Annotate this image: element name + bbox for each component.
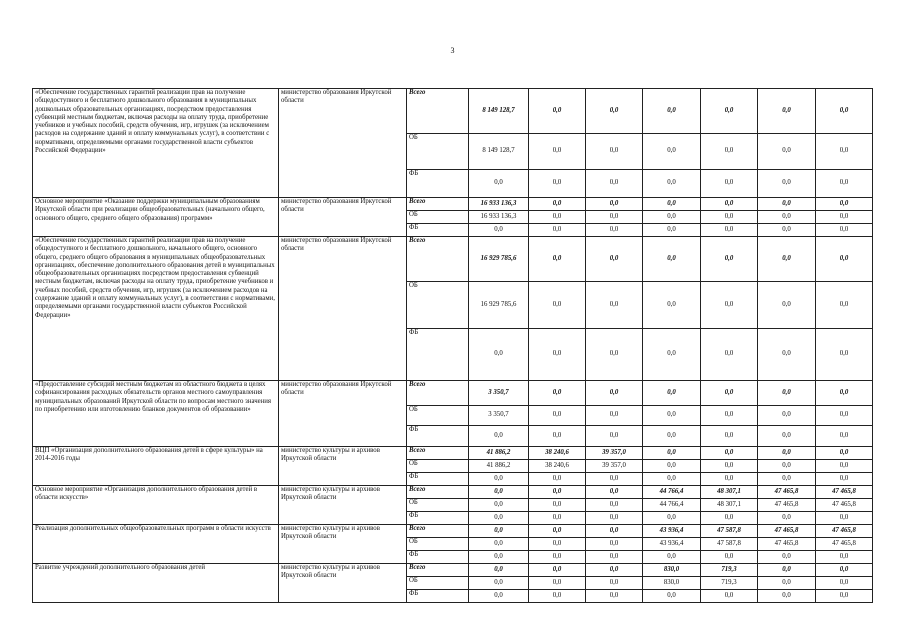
amount-cell: 0,0 — [816, 577, 873, 590]
amount-cell: 0,0 — [469, 170, 529, 198]
responsible-executor-cell: министерство культуры и архивов Иркутской области — [279, 486, 407, 525]
funding-source-cell: ФБ — [407, 426, 469, 447]
amount-cell: 0,0 — [586, 590, 643, 603]
amount-cell: 0,0 — [758, 89, 816, 134]
amount-cell: 38 240,6 — [529, 460, 586, 473]
amount-cell: 0,0 — [758, 224, 816, 237]
amount-cell: 0,0 — [469, 224, 529, 237]
funding-source-cell: ОБ — [407, 577, 469, 590]
amount-cell: 0,0 — [701, 170, 758, 198]
table-row — [33, 525, 873, 538]
amount-cell: 0,0 — [586, 473, 643, 486]
amount-cell: 0,0 — [758, 426, 816, 447]
amount-cell: 47 587,8 — [701, 538, 758, 551]
amount-cell: 0,0 — [529, 211, 586, 224]
amount-cell: 0,0 — [586, 564, 643, 577]
amount-cell: 0,0 — [701, 447, 758, 460]
amount-cell: 0,0 — [758, 406, 816, 426]
amount-cell: 0,0 — [529, 551, 586, 564]
funding-source-cell: ФБ — [407, 224, 469, 237]
amount-cell: 48 307,1 — [701, 486, 758, 499]
amount-cell: 0,0 — [469, 590, 529, 603]
amount-cell: 0,0 — [758, 170, 816, 198]
event-name-cell: Развитие учреждений дополнительного образования детей — [33, 564, 279, 603]
amount-cell: 0,0 — [586, 381, 643, 406]
amount-cell: 0,0 — [529, 89, 586, 134]
amount-cell: 0,0 — [701, 89, 758, 134]
amount-cell: 0,0 — [701, 198, 758, 211]
amount-cell: 0,0 — [816, 237, 873, 282]
amount-cell: 44 766,4 — [643, 499, 701, 512]
amount-cell: 0,0 — [469, 564, 529, 577]
funding-source-cell: ОБ — [407, 406, 469, 426]
amount-cell: 0,0 — [586, 525, 643, 538]
amount-cell: 47 465,8 — [816, 538, 873, 551]
amount-cell: 0,0 — [816, 473, 873, 486]
responsible-executor-cell: министерство образования Иркутской области — [279, 381, 407, 447]
responsible-executor-cell: министерство культуры и архивов Иркутской области — [279, 447, 407, 486]
amount-cell: 0,0 — [529, 329, 586, 381]
amount-cell: 44 766,4 — [643, 486, 701, 499]
amount-cell: 0,0 — [643, 381, 701, 406]
amount-cell: 0,0 — [586, 198, 643, 211]
amount-cell: 0,0 — [758, 564, 816, 577]
funding-source-cell: ОБ — [407, 282, 469, 329]
amount-cell: 0,0 — [816, 211, 873, 224]
amount-cell: 41 886,2 — [469, 460, 529, 473]
amount-cell: 0,0 — [816, 282, 873, 329]
amount-cell: 47 465,8 — [816, 525, 873, 538]
amount-cell: 719,3 — [701, 577, 758, 590]
amount-cell: 0,0 — [643, 329, 701, 381]
amount-cell: 0,0 — [529, 224, 586, 237]
amount-cell: 0,0 — [469, 577, 529, 590]
amount-cell: 0,0 — [816, 224, 873, 237]
event-name-cell: ВЦП «Организация дополнительного образования детей в сфере культуры» на 2014-2016 годы — [33, 447, 279, 486]
amount-cell: 38 240,6 — [529, 447, 586, 460]
amount-cell: 0,0 — [758, 237, 816, 282]
table-row — [33, 447, 873, 460]
amount-cell: 0,0 — [643, 237, 701, 282]
event-name-cell: Реализация дополнительных общеобразовательных программ в области искусств — [33, 525, 279, 564]
amount-cell: 47 465,8 — [758, 538, 816, 551]
amount-cell: 0,0 — [758, 134, 816, 170]
amount-cell: 0,0 — [586, 577, 643, 590]
amount-cell: 47 465,8 — [816, 499, 873, 512]
funding-source-cell: Всего — [407, 381, 469, 406]
amount-cell: 0,0 — [529, 590, 586, 603]
funding-source-cell: ОБ — [407, 499, 469, 512]
amount-cell: 0,0 — [816, 460, 873, 473]
table-row — [33, 564, 873, 577]
amount-cell: 3 350,7 — [469, 406, 529, 426]
amount-cell: 0,0 — [643, 170, 701, 198]
funding-source-cell: ФБ — [407, 512, 469, 525]
amount-cell: 0,0 — [643, 198, 701, 211]
page-number: 3 — [450, 46, 455, 55]
amount-cell: 16 933 136,3 — [469, 198, 529, 211]
amount-cell: 0,0 — [586, 282, 643, 329]
amount-cell: 0,0 — [701, 406, 758, 426]
amount-cell: 0,0 — [758, 381, 816, 406]
amount-cell: 0,0 — [701, 381, 758, 406]
amount-cell: 0,0 — [758, 447, 816, 460]
amount-cell: 0,0 — [529, 170, 586, 198]
event-name-cell: «Обеспечение государственных гарантий реализации прав на получение общедоступного и бесплатного дошкольного образования в муниципальных дошкольных образовательных организациях, посредством предоставления субвенций местным бюджетам, включая расходы на оплату труда, приобретение учебников и учебных пособий, средств обучения, игр, игрушек (за исключением расходов на содержание зданий и оплату коммунальных услуг), в соответствии с нормативами, определяемыми органами государственной власти субъектов Российской Федерации» — [33, 89, 279, 198]
amount-cell: 0,0 — [643, 551, 701, 564]
amount-cell: 0,0 — [643, 134, 701, 170]
funding-source-cell: ОБ — [407, 211, 469, 224]
amount-cell: 0,0 — [816, 170, 873, 198]
amount-cell: 0,0 — [816, 329, 873, 381]
amount-cell: 0,0 — [701, 237, 758, 282]
amount-cell: 0,0 — [529, 473, 586, 486]
funding-source-cell: ФБ — [407, 329, 469, 381]
amount-cell: 0,0 — [643, 282, 701, 329]
amount-cell: 0,0 — [701, 473, 758, 486]
funding-source-cell: ОБ — [407, 134, 469, 170]
amount-cell: 0,0 — [816, 564, 873, 577]
amount-cell: 0,0 — [586, 406, 643, 426]
amount-cell: 0,0 — [643, 426, 701, 447]
table-row — [33, 486, 873, 499]
amount-cell: 0,0 — [701, 282, 758, 329]
amount-cell: 0,0 — [469, 473, 529, 486]
amount-cell: 39 357,0 — [586, 460, 643, 473]
amount-cell: 0,0 — [758, 198, 816, 211]
amount-cell: 830,0 — [643, 577, 701, 590]
responsible-executor-cell: министерство культуры и архивов Иркутской области — [279, 564, 407, 603]
amount-cell: 0,0 — [816, 89, 873, 134]
amount-cell: 8 149 128,7 — [469, 89, 529, 134]
amount-cell: 48 307,1 — [701, 499, 758, 512]
amount-cell: 0,0 — [586, 134, 643, 170]
amount-cell: 0,0 — [586, 211, 643, 224]
funding-source-cell: Всего — [407, 237, 469, 282]
amount-cell: 0,0 — [529, 426, 586, 447]
amount-cell: 0,0 — [586, 538, 643, 551]
amount-cell: 0,0 — [758, 512, 816, 525]
amount-cell: 0,0 — [701, 134, 758, 170]
amount-cell: 47 465,8 — [758, 525, 816, 538]
amount-cell: 47 465,8 — [758, 499, 816, 512]
amount-cell: 0,0 — [758, 590, 816, 603]
amount-cell: 0,0 — [701, 460, 758, 473]
amount-cell: 0,0 — [701, 329, 758, 381]
amount-cell: 719,3 — [701, 564, 758, 577]
funding-source-cell: Всего — [407, 525, 469, 538]
amount-cell: 0,0 — [643, 590, 701, 603]
responsible-executor-cell: министерство образования Иркутской области — [279, 89, 407, 198]
amount-cell: 0,0 — [529, 577, 586, 590]
amount-cell: 830,0 — [643, 564, 701, 577]
amount-cell: 0,0 — [701, 551, 758, 564]
amount-cell: 0,0 — [758, 460, 816, 473]
funding-source-cell: Всего — [407, 198, 469, 211]
amount-cell: 0,0 — [586, 486, 643, 499]
table-row — [33, 381, 873, 406]
amount-cell: 0,0 — [469, 486, 529, 499]
amount-cell: 0,0 — [701, 426, 758, 447]
amount-cell: 0,0 — [586, 426, 643, 447]
event-name-cell: Основное мероприятие «Оказание поддержки муниципальным образованиям Иркутской области при реализации общеобразовательных (начального общего, основного общего, среднего общего образования) программ» — [33, 198, 279, 237]
amount-cell: 8 149 128,7 — [469, 134, 529, 170]
amount-cell: 0,0 — [816, 381, 873, 406]
amount-cell: 3 350,7 — [469, 381, 529, 406]
amount-cell: 0,0 — [816, 512, 873, 525]
amount-cell: 0,0 — [586, 512, 643, 525]
amount-cell: 0,0 — [758, 551, 816, 564]
amount-cell: 0,0 — [643, 89, 701, 134]
amount-cell: 0,0 — [758, 329, 816, 381]
funding-source-cell: Всего — [407, 89, 469, 134]
responsible-executor-cell: министерство образования Иркутской области — [279, 198, 407, 237]
amount-cell: 0,0 — [816, 134, 873, 170]
amount-cell: 47 465,8 — [816, 486, 873, 499]
amount-cell: 0,0 — [586, 224, 643, 237]
amount-cell: 0,0 — [643, 460, 701, 473]
funding-source-cell: Всего — [407, 486, 469, 499]
table-row — [33, 198, 873, 211]
amount-cell: 0,0 — [529, 134, 586, 170]
amount-cell: 0,0 — [758, 473, 816, 486]
funding-source-cell: ФБ — [407, 473, 469, 486]
amount-cell: 0,0 — [529, 525, 586, 538]
amount-cell: 0,0 — [529, 406, 586, 426]
amount-cell: 0,0 — [643, 512, 701, 525]
funding-source-cell: ФБ — [407, 170, 469, 198]
amount-cell: 0,0 — [816, 590, 873, 603]
amount-cell: 0,0 — [529, 198, 586, 211]
amount-cell: 0,0 — [643, 211, 701, 224]
funding-source-cell: ФБ — [407, 590, 469, 603]
amount-cell: 0,0 — [586, 89, 643, 134]
amount-cell: 0,0 — [758, 577, 816, 590]
amount-cell: 0,0 — [701, 224, 758, 237]
amount-cell: 0,0 — [586, 329, 643, 381]
amount-cell: 0,0 — [816, 426, 873, 447]
amount-cell: 0,0 — [586, 237, 643, 282]
responsible-executor-cell: министерство культуры и архивов Иркутской области — [279, 525, 407, 564]
amount-cell: 0,0 — [529, 538, 586, 551]
table-row — [33, 237, 873, 282]
amount-cell: 0,0 — [529, 499, 586, 512]
amount-cell: 39 357,0 — [586, 447, 643, 460]
amount-cell: 0,0 — [816, 551, 873, 564]
amount-cell: 43 936,4 — [643, 525, 701, 538]
amount-cell: 0,0 — [701, 590, 758, 603]
funding-source-cell: Всего — [407, 447, 469, 460]
amount-cell: 0,0 — [586, 170, 643, 198]
amount-cell: 43 936,4 — [643, 538, 701, 551]
amount-cell: 0,0 — [643, 406, 701, 426]
funding-source-cell: ФБ — [407, 551, 469, 564]
responsible-executor-cell: министерство образования Иркутской области — [279, 237, 407, 381]
amount-cell: 0,0 — [643, 473, 701, 486]
amount-cell: 0,0 — [758, 282, 816, 329]
amount-cell: 0,0 — [758, 211, 816, 224]
event-name-cell: Основное мероприятие «Организация дополнительного образования детей в области искусств» — [33, 486, 279, 525]
amount-cell: 0,0 — [469, 499, 529, 512]
amount-cell: 16 933 136,3 — [469, 211, 529, 224]
amount-cell: 0,0 — [701, 211, 758, 224]
event-name-cell: «Предоставление субсидий местным бюджетам из областного бюджета в целях софинансирования расходных обязательств органов местного самоуправления муниципальных образований Иркутской области по вопросам местного значения по приобретению или изготовлению бланков документов об образовании» — [33, 381, 279, 447]
amount-cell: 0,0 — [529, 381, 586, 406]
funding-source-cell: Всего — [407, 564, 469, 577]
amount-cell: 0,0 — [529, 486, 586, 499]
amount-cell: 0,0 — [586, 499, 643, 512]
funding-source-cell: ОБ — [407, 538, 469, 551]
amount-cell: 0,0 — [816, 447, 873, 460]
amount-cell: 0,0 — [643, 224, 701, 237]
amount-cell: 0,0 — [586, 551, 643, 564]
amount-cell: 16 929 785,6 — [469, 237, 529, 282]
amount-cell: 0,0 — [701, 512, 758, 525]
event-name-cell: «Обеспечение государственных гарантий реализации прав на получение общедоступного и бесплатного дошкольного, начального общего, основного общего, среднего общего образования в муниципальных общеобразовательных организациях, обеспечение дополнительного образования детей в муниципальных общеобразовательных организациях посредством предоставления субвенций местным бюджетам, включая расходы на оплату труда, приобретение учебников и учебных пособий, средств обучения, игр, игрушек (за исключением расходов на содержание зданий и оплату коммунальных услуг), в соответствии с нормативами, определяемыми органами государственной власти субъектов Российской Федерации» — [33, 237, 279, 381]
amount-cell: 41 886,2 — [469, 447, 529, 460]
amount-cell: 0,0 — [529, 237, 586, 282]
amount-cell: 0,0 — [469, 329, 529, 381]
amount-cell: 0,0 — [469, 426, 529, 447]
amount-cell: 0,0 — [529, 512, 586, 525]
amount-cell: 47 465,8 — [758, 486, 816, 499]
amount-cell: 47 587,8 — [701, 525, 758, 538]
table-row — [33, 89, 873, 134]
amount-cell: 0,0 — [643, 447, 701, 460]
amount-cell: 0,0 — [816, 406, 873, 426]
funding-source-cell: ОБ — [407, 460, 469, 473]
amount-cell: 0,0 — [529, 564, 586, 577]
amount-cell: 0,0 — [469, 512, 529, 525]
amount-cell: 16 929 785,6 — [469, 282, 529, 329]
amount-cell: 0,0 — [469, 538, 529, 551]
budget-table — [32, 88, 873, 603]
amount-cell: 0,0 — [529, 282, 586, 329]
amount-cell: 0,0 — [469, 525, 529, 538]
amount-cell: 0,0 — [469, 551, 529, 564]
amount-cell: 0,0 — [816, 198, 873, 211]
